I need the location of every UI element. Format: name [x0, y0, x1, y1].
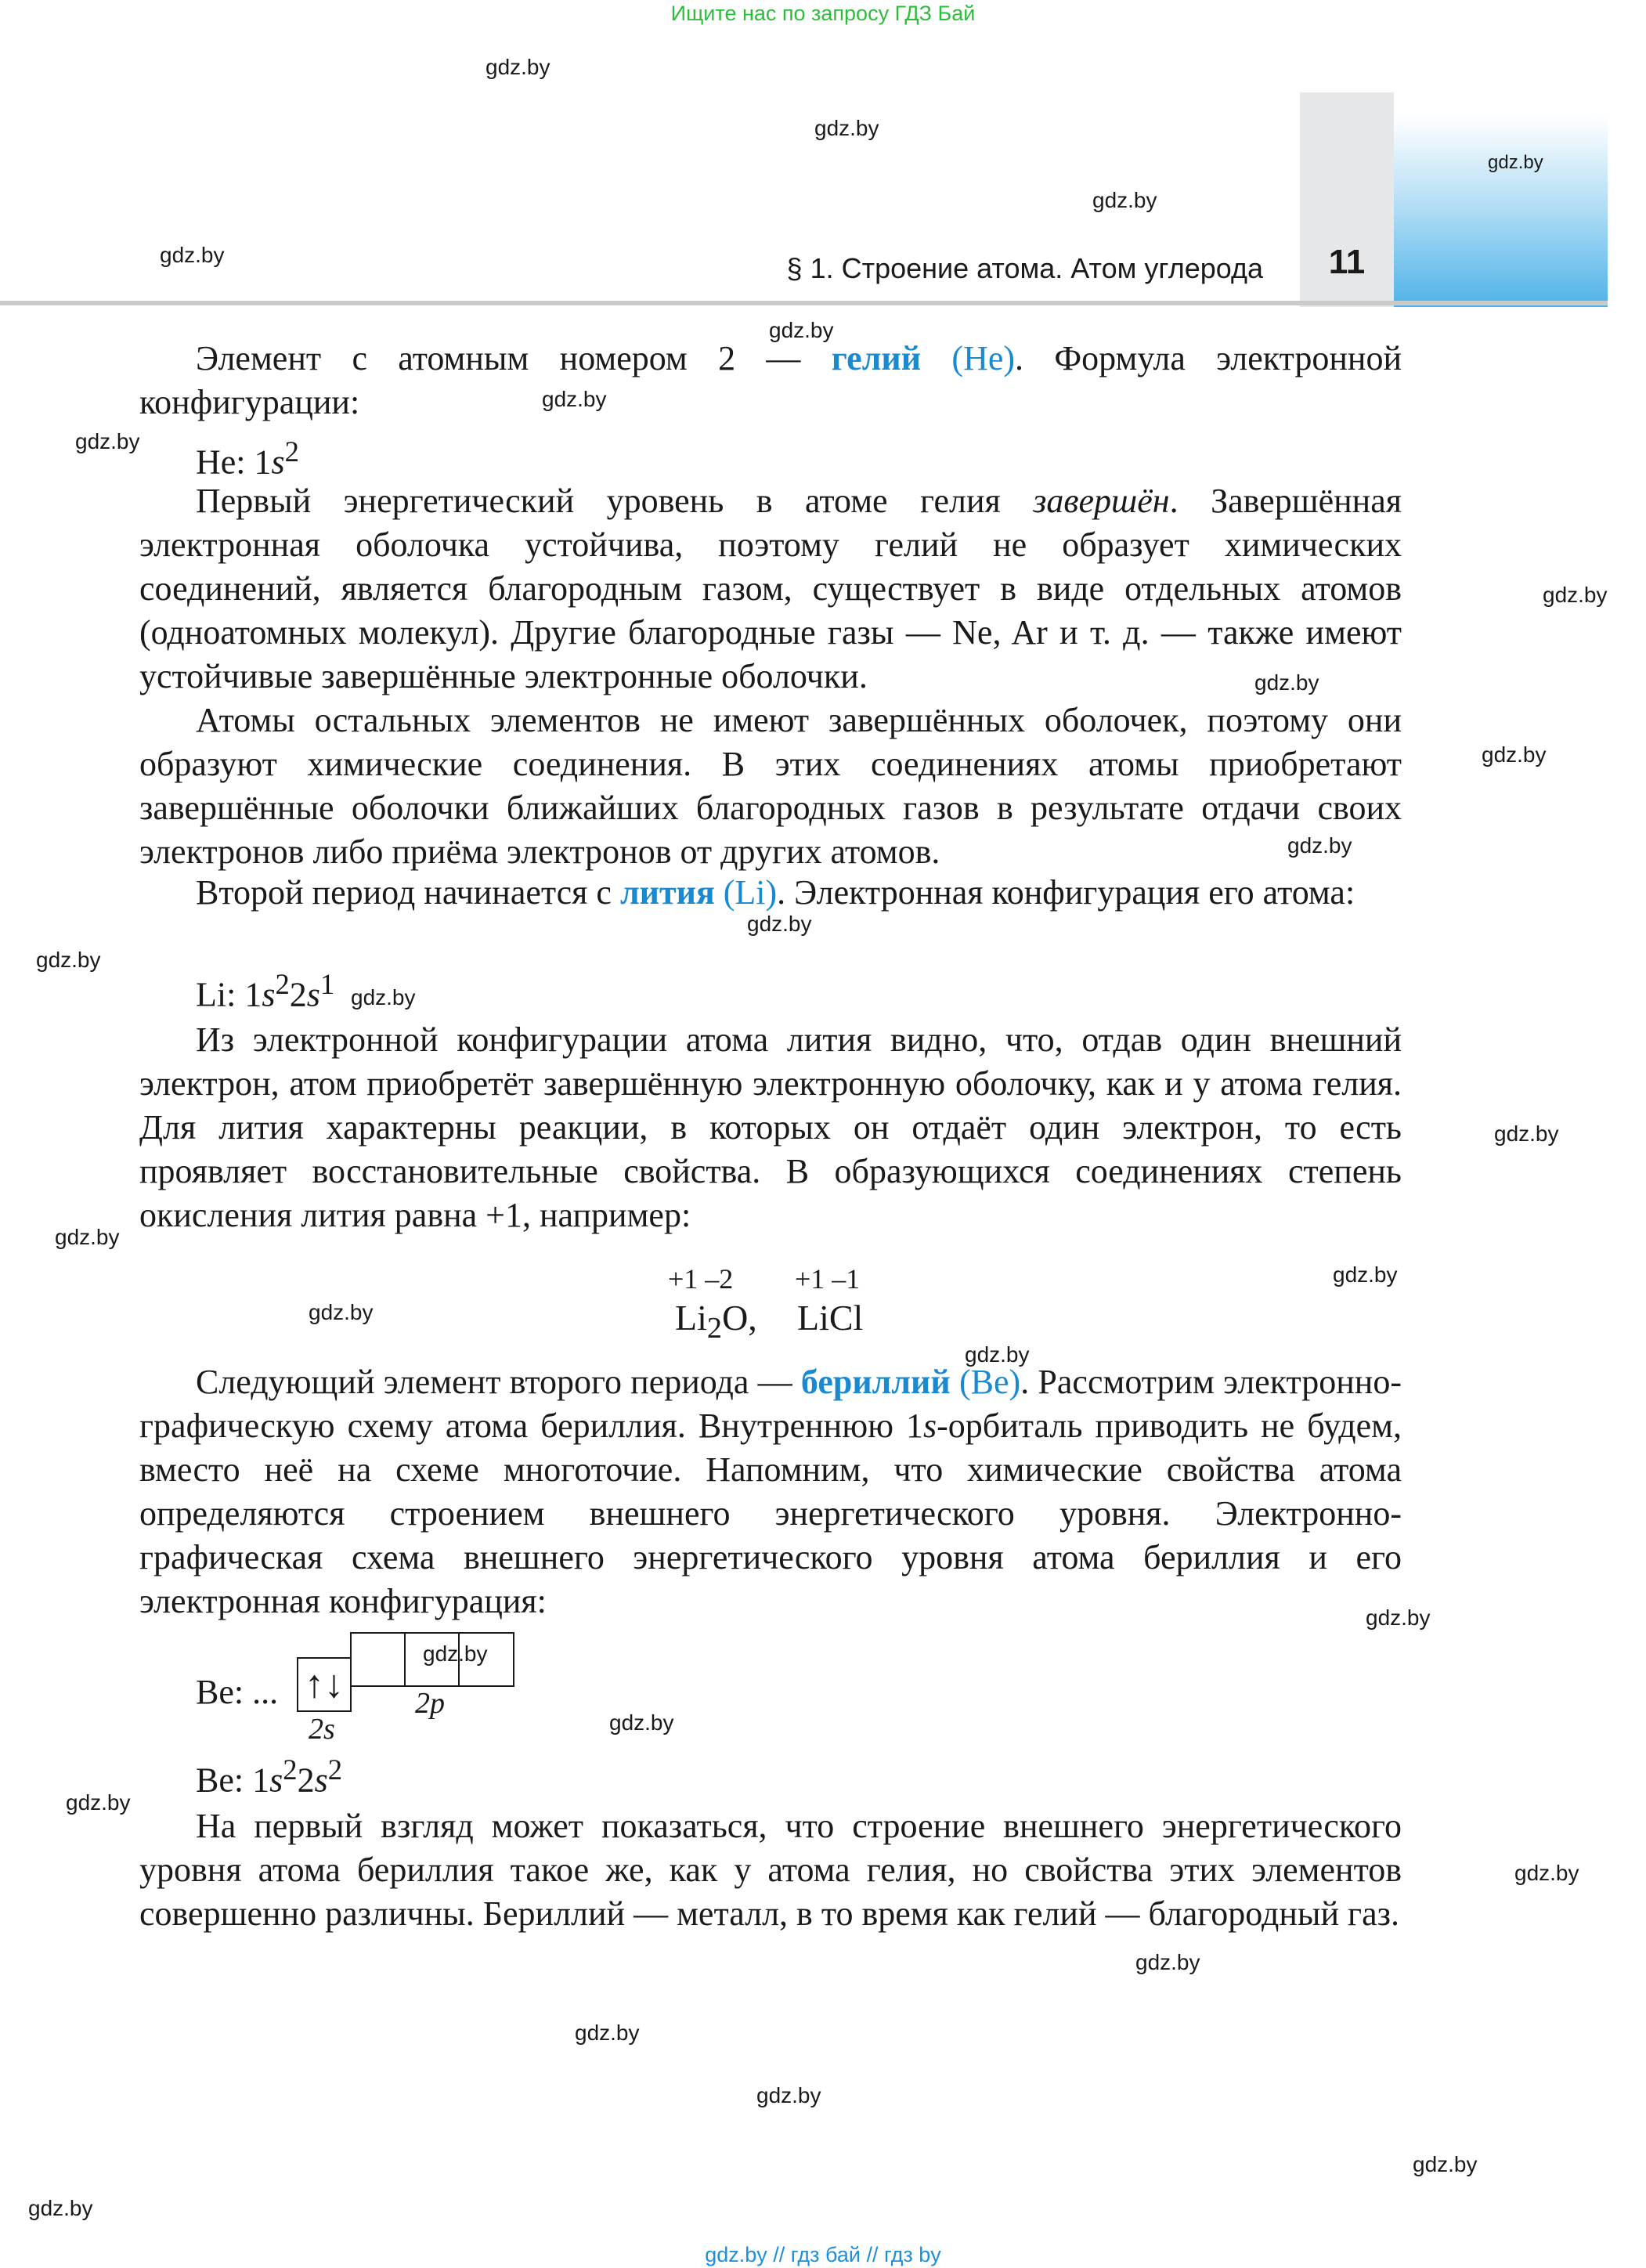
watermark: gdz.by: [1514, 1861, 1579, 1885]
paragraph-helium-intro: Элемент с атомным номером 2 — гелий (He). Формула электронной конфигурации:: [139, 339, 1402, 421]
watermark: gdz.by: [1135, 1950, 1200, 1974]
watermark: gdz.by: [575, 2021, 640, 2045]
oxidation-states-li2o: +1 –2: [668, 1263, 734, 1295]
orbital-2s-box: ↑↓: [297, 1657, 352, 1712]
symbol-beryllium: (Be): [950, 1363, 1021, 1401]
watermark: gdz.by: [769, 318, 834, 342]
compound-li2o: $Li_2O$,: [675, 1298, 757, 1345]
watermark: gdz.by: [1494, 1121, 1559, 1146]
watermark: gdz.by: [756, 2083, 821, 2107]
watermark: gdz.by: [1366, 1605, 1431, 1630]
term-beryllium: бериллий: [800, 1363, 951, 1401]
watermark: gdz.by: [1254, 670, 1319, 695]
watermark: gdz.by: [423, 1641, 488, 1666]
paragraph-lithium-properties: Из электронной конфигурации атома лития видно, что, отдав один внешний электрон, атом приобретёт завершённую электронную оболочку, как и у атома гелия. Для лития характерны реакции, в которых он отдаёт один электрон, то есть проявляет восстановительные свойства. В образующихся соединениях степень окисления лития равна +1, например:: [139, 1020, 1402, 1234]
paragraph-lithium-intro: Второй период начинается с лития (Li). Электронная конфигурация его атома:: [196, 873, 1355, 912]
top-banner: Ищите нас по запросу ГДЗ Бай: [670, 2, 976, 25]
watermark: gdz.by: [1482, 742, 1547, 767]
formula-helium: He: $1s^2$: [196, 435, 299, 482]
watermark: gdz.by: [1543, 583, 1608, 607]
watermark: gdz.by: [1413, 2152, 1478, 2176]
formula-lithium: Li: $1s^22s^1$: [196, 968, 335, 1014]
watermark: gdz.by: [747, 912, 812, 936]
paragraph-other-elements: Атомы остальных элементов не имеют завершённых оболочек, поэтому они образуют химические соединения. В этих соединениях атомы приобретают завершённые оболочки ближайших благородных газов в результате отдачи своих электронов либо приёма электронов от других атомов.: [139, 701, 1402, 871]
bottom-banner: gdz.by // гдз бай // гдз by: [705, 2243, 941, 2266]
label-2s: 2s: [309, 1713, 335, 1746]
watermark: gdz.by: [1092, 188, 1157, 212]
watermark: gdz.by: [160, 243, 225, 267]
watermark: gdz.by: [1287, 833, 1352, 858]
paragraph-beryllium-intro: Следующий элемент второго периода — бериллий (Be). Рассмотрим электронно-графическую схему атома бериллия. Внутреннюю 1s-орбиталь приводить не будем, вместо неё на схеме многоточие. Напомним, что химические свойства атома определяются строением внешнего энергетического уровня. Электронно-графическая схема внешнего энергетического уровня атома бериллия и его электронная конфигурация:: [139, 1363, 1402, 1620]
oxidation-states-licl: +1 –1: [795, 1263, 861, 1295]
watermark: gdz.by: [1488, 152, 1543, 173]
symbol-lithium: (Li): [714, 873, 778, 912]
term-helium: гелий: [831, 339, 922, 377]
watermark: gdz.by: [309, 1300, 374, 1324]
watermark: gdz.by: [66, 1790, 131, 1815]
compound-licl: LiCl: [797, 1298, 864, 1338]
label-2p: 2p: [415, 1687, 445, 1720]
watermark: gdz.by: [485, 55, 550, 79]
watermark: gdz.by: [609, 1710, 674, 1735]
formula-beryllium: Be: $1s^22s^2$: [196, 1753, 343, 1800]
diagram-prefix: Be: ...: [196, 1673, 279, 1711]
watermark: gdz.by: [965, 1342, 1030, 1367]
paragraph-helium-shell: Первый энергетический уровень в атоме гелия завершён. Завершённая электронная оболочка устойчива, поэтому гелий не образует химических соединений, является благородным газом, существует в виде отдельных атомов (одноатомных молекул). Другие благородные газы — Ne, Ar и т. д. — также имеют устойчивые завершённые электронные оболочки.: [139, 482, 1402, 695]
watermark: gdz.by: [28, 2196, 93, 2220]
term-lithium: лития: [619, 873, 715, 912]
running-head: § 1. Строение атома. Атом углерода: [786, 252, 1263, 284]
watermark: gdz.by: [55, 1225, 120, 1249]
emphasis-completed: завершён: [1033, 482, 1170, 520]
watermark: gdz.by: [75, 429, 140, 453]
header-rule: [0, 301, 1608, 305]
header-gradient-tab: [1394, 116, 1608, 307]
paragraph-beryllium-vs-helium: На первый взгляд может показаться, что строение внешнего энергетического уровня атома бериллия такое же, как у атома гелия, но свойства этих элементов совершенно различны. Бериллий — металл, в то время как гелий — благородный газ.: [139, 1807, 1402, 1933]
symbol-helium: (He): [921, 339, 1016, 377]
watermark: gdz.by: [36, 948, 101, 972]
watermark: gdz.by: [814, 116, 879, 140]
page-number: 11: [1328, 243, 1366, 281]
watermark: gdz.by: [542, 387, 607, 411]
watermark: gdz.by: [1333, 1262, 1398, 1287]
orbital-2p-box-1: [350, 1632, 406, 1687]
watermark: gdz.by: [351, 985, 416, 1009]
